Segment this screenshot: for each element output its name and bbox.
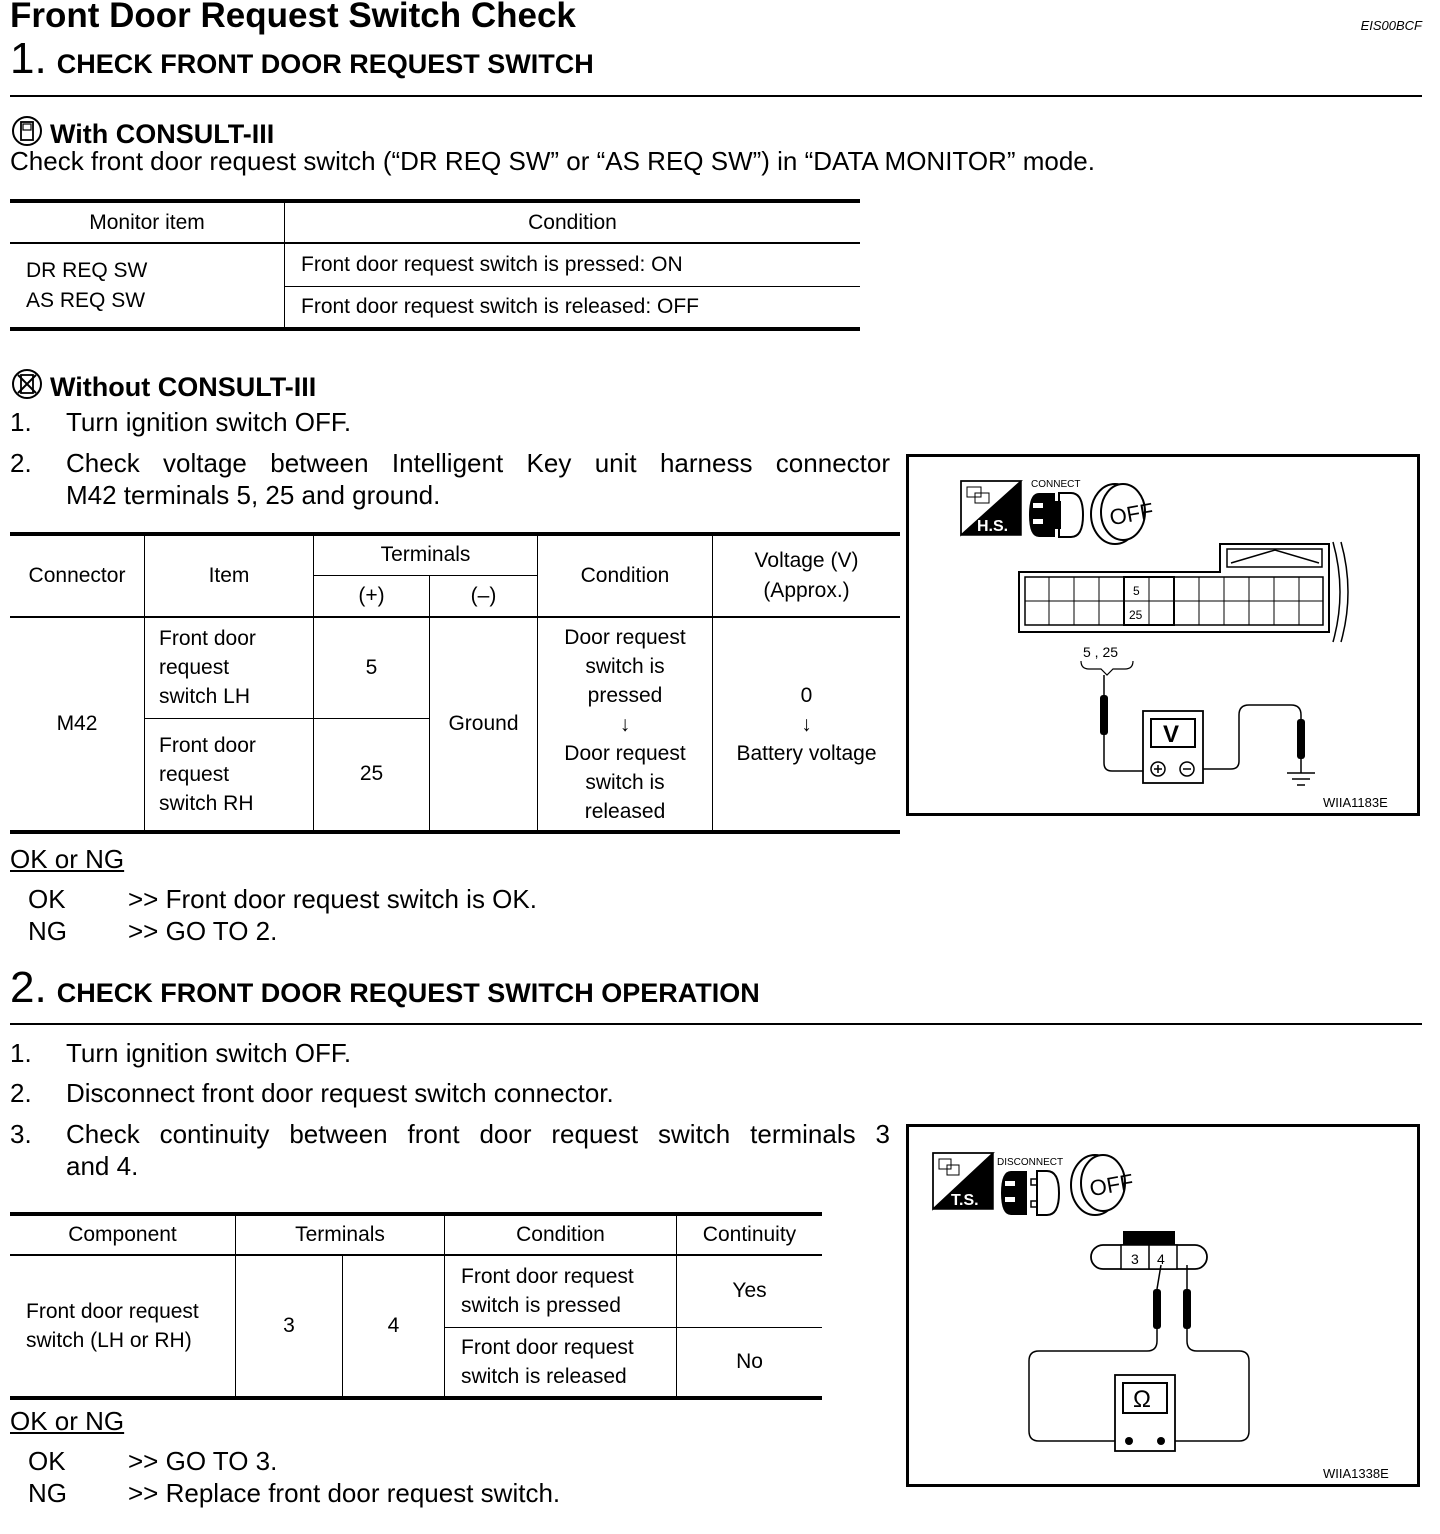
item-lh-line3: switch LH	[159, 685, 251, 709]
list-text-line2: M42 terminals 5, 25 and ground.	[66, 480, 441, 510]
terminal-lh-cell: 5	[314, 617, 430, 718]
item-lh-line1: Front door	[159, 627, 256, 651]
monitor-table	[10, 199, 860, 331]
voltage-table	[10, 532, 900, 834]
ng-text: >> GO TO 2.	[128, 916, 278, 946]
table-row	[10, 617, 900, 718]
condition-pressed-cell	[445, 1255, 677, 1327]
list-number: 3.	[10, 1119, 32, 1149]
header-condition: Condition	[285, 201, 861, 243]
pin-5-label: 5	[1133, 584, 1140, 598]
ok-ng-title: OK or NG	[10, 1406, 125, 1436]
list-number: 2.	[10, 1078, 32, 1108]
divider	[10, 95, 1422, 97]
monitor-item-as: AS REQ SW	[26, 288, 146, 312]
condition-line: switch is	[585, 654, 665, 678]
table-row	[10, 1255, 822, 1327]
voltage-line: 0	[800, 683, 813, 707]
condition-line: Door request	[564, 741, 686, 765]
ng-result	[28, 1478, 560, 1509]
header-terminals: Terminals	[314, 534, 538, 575]
header-item: Item	[145, 534, 314, 617]
terminal-side-icon	[933, 1153, 993, 1209]
minus-cell: Ground	[430, 617, 538, 832]
terminal-3-cell: 3	[236, 1255, 343, 1398]
header-plus: (+)	[314, 575, 430, 617]
item-rh-line3: switch RH	[159, 791, 254, 815]
pin-4-label: 4	[1157, 1251, 1165, 1267]
document-code: EIS00BCF	[1360, 18, 1422, 33]
harness-side-icon	[961, 481, 1021, 535]
condition-released: Front door request switch is released: OFF	[301, 294, 699, 318]
meter-label: Ω	[1133, 1386, 1151, 1413]
component-cell	[10, 1255, 236, 1398]
condition-cell	[538, 617, 713, 832]
ng-key: NG	[28, 1478, 67, 1508]
continuity-check-figure	[906, 1124, 1420, 1487]
list-number: 2.	[10, 448, 32, 478]
ts-label: T.S.	[951, 1192, 979, 1209]
without-consult-heading	[10, 367, 316, 408]
hs-label: H.S.	[977, 518, 1009, 535]
ok-text: >> GO TO 3.	[128, 1446, 278, 1476]
list-text: Turn ignition switch OFF.	[66, 407, 352, 437]
ignition-off-icon	[1091, 484, 1155, 544]
step-1-label: CHECK FRONT DOOR REQUEST SWITCH	[56, 49, 594, 79]
list-item	[10, 1119, 890, 1185]
voltmeter-wiring	[1100, 675, 1315, 785]
list-text-line2: and 4.	[66, 1151, 139, 1181]
item-rh-cell	[145, 718, 314, 832]
voltage-check-figure	[906, 454, 1420, 816]
item-lh-cell	[145, 617, 314, 718]
condition-line: Front door request	[461, 1335, 634, 1359]
table-header-row	[10, 201, 860, 243]
condition-line: switch is pressed	[461, 1294, 621, 1318]
list-number: 1.	[10, 1038, 32, 1068]
continuity-table	[10, 1212, 822, 1400]
condition-pressed: Front door request switch is pressed: ON	[285, 243, 861, 286]
pin-25-label: 25	[1129, 608, 1143, 622]
ok-result	[28, 1446, 277, 1477]
header-condition: Condition	[445, 1214, 677, 1255]
page-title: Front Door Request Switch Check	[10, 0, 576, 35]
ok-key: OK	[28, 884, 66, 914]
switch-connector	[1091, 1231, 1207, 1269]
divider	[10, 1023, 1422, 1025]
connector-cell: M42	[10, 617, 145, 832]
header-connector: Connector	[10, 534, 145, 617]
header-component: Component	[10, 1214, 236, 1255]
header-terminals: Terminals	[236, 1214, 445, 1255]
ok-key: OK	[28, 1446, 66, 1476]
probe-bracket	[1081, 661, 1133, 675]
header-continuity: Continuity	[677, 1214, 823, 1255]
ng-key: NG	[28, 916, 67, 946]
ng-text: >> Replace front door request switch.	[128, 1478, 561, 1508]
table-row	[10, 243, 860, 286]
list-text-line1: Check voltage between Intelligent Key unit harness connector	[66, 448, 890, 478]
list-number: 1.	[10, 407, 32, 437]
ng-result	[28, 916, 277, 947]
continuity-yes-cell: Yes	[677, 1255, 823, 1327]
condition-line: pressed	[587, 683, 663, 707]
harness-connector	[1019, 542, 1348, 642]
condition-line: switch is released	[461, 1364, 627, 1388]
condition-line: Front door request	[461, 1265, 634, 1289]
list-item	[10, 448, 890, 514]
component-line1: Front door request	[26, 1300, 199, 1323]
header-voltage	[713, 534, 901, 617]
header-monitor-item: Monitor item	[10, 201, 285, 243]
step-2-label: CHECK FRONT DOOR REQUEST SWITCH OPERATION	[56, 978, 760, 1008]
ok-text: >> Front door request switch is OK.	[128, 884, 537, 914]
connect-label: CONNECT	[1031, 479, 1081, 490]
item-rh-line1: Front door	[159, 733, 256, 757]
terminal-rh-cell: 25	[314, 718, 430, 832]
meter-label: V	[1163, 721, 1180, 748]
disconnect-icon	[997, 1157, 1063, 1215]
off-label: OFF	[1087, 1168, 1136, 1202]
table-header-row	[10, 1214, 822, 1255]
component-line2: switch (LH or RH)	[26, 1329, 192, 1352]
list-item	[10, 1078, 890, 1110]
item-rh-line2: request	[159, 762, 230, 786]
condition-line: Door request	[564, 625, 686, 649]
step-1-number: 1.	[10, 34, 47, 83]
header-voltage-line2: (Approx.)	[763, 579, 850, 602]
header-voltage-line1: Voltage (V)	[754, 549, 859, 572]
figure-code: WIIA1183E	[1323, 795, 1388, 810]
with-consult-title: With CONSULT-III	[50, 119, 275, 149]
voltmeter-icon	[1143, 711, 1203, 783]
connect-icon	[1029, 479, 1083, 537]
list-item	[10, 407, 890, 439]
condition-line: released	[584, 799, 666, 823]
ok-ng-title: OK or NG	[10, 844, 125, 874]
condition-line: switch is	[585, 770, 665, 794]
voltage-cell	[713, 617, 901, 832]
no-consult-icon	[10, 367, 44, 408]
probe-label: 5 , 25	[1083, 644, 1119, 660]
off-label: OFF	[1107, 497, 1156, 531]
down-arrow-icon: ↓	[619, 712, 631, 736]
header-minus: (–)	[430, 575, 538, 617]
step-1-heading	[10, 34, 594, 84]
list-text-line1: Check continuity between front door request switch terminals 3	[66, 1119, 890, 1149]
down-arrow-icon: ↓	[801, 712, 812, 736]
voltage-check-diagram	[909, 457, 1417, 813]
ohmmeter-icon	[1115, 1375, 1175, 1451]
table-header-row	[10, 534, 900, 575]
figure-code: WIIA1338E	[1323, 1466, 1389, 1481]
monitor-item-dr: DR REQ SW	[26, 258, 148, 282]
disconnect-label: DISCONNECT	[997, 1157, 1064, 1168]
step-2-number: 2.	[10, 963, 47, 1012]
header-condition: Condition	[538, 534, 713, 617]
step-2-heading	[10, 963, 760, 1013]
continuity-no-cell: No	[736, 1349, 763, 1373]
ignition-off-icon	[1071, 1155, 1135, 1215]
terminal-4-cell: 4	[343, 1255, 445, 1398]
list-text: Disconnect front door request switch connector.	[66, 1078, 614, 1108]
without-consult-title: Without CONSULT-III	[50, 372, 317, 402]
monitor-item-cell	[10, 243, 285, 329]
ok-result	[28, 884, 537, 915]
continuity-check-diagram	[909, 1127, 1417, 1484]
list-text: Turn ignition switch OFF.	[66, 1038, 352, 1068]
list-item	[10, 1038, 890, 1070]
item-lh-line2: request	[159, 656, 230, 680]
voltage-line: Battery voltage	[736, 741, 877, 765]
with-consult-instruction: Check front door request switch (“DR REQ SW” or “AS REQ SW”) in “DATA MONITOR” mode.	[10, 146, 1095, 176]
condition-released-cell	[445, 1327, 677, 1398]
pin-3-label: 3	[1131, 1251, 1139, 1267]
